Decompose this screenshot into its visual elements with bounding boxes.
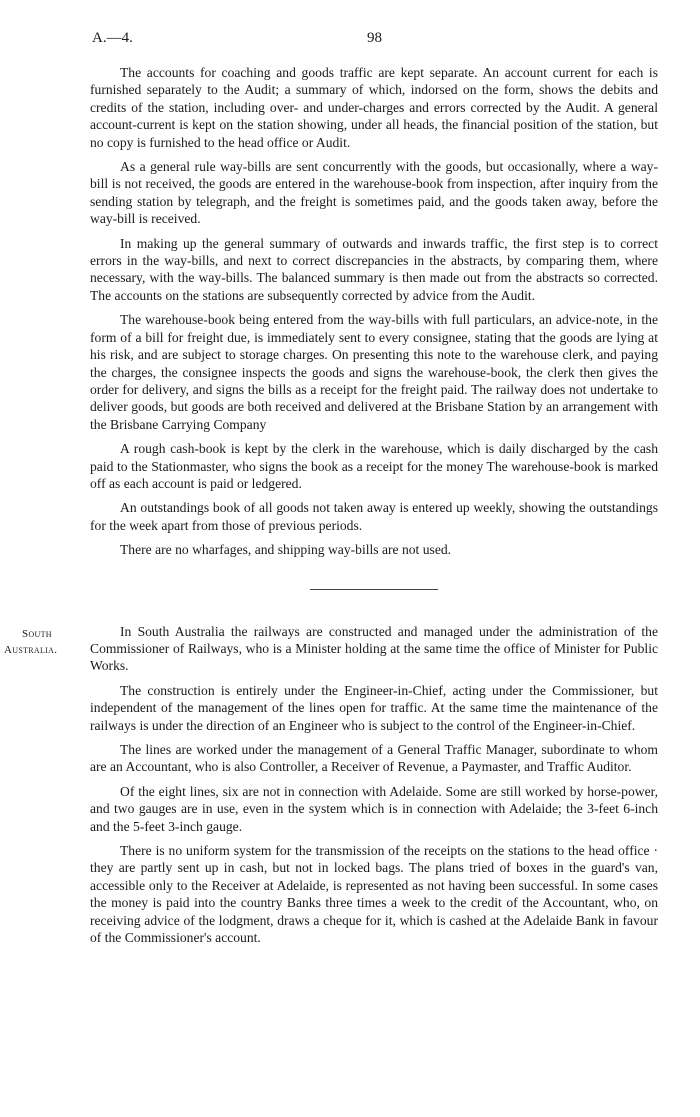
paragraph: The lines are worked under the management of a General Traffic Manager, subordinate to whom are an Accountant, who is also Controller, a Receiver of Revenue, a Paymaster, and Traffic Auditor. bbox=[90, 742, 658, 775]
paragraph: In South Australia the railways are constructed and managed under the administration of the Commissioner of Railways, who is a Minister holding at the same time the office of Minister for Public Works. bbox=[90, 623, 658, 674]
paragraph: As a general rule way-bills are sent concurrently with the goods, but occasionally, where a way-bill is not received, the goods are entered in the warehouse-book from inspection, after inquiry from the sending station by telegraph, and the freight is sometimes paid, and the goods taken away, before the way-bill is received. bbox=[90, 159, 658, 227]
paragraph: In making up the general summary of outwards and inwards traffic, the first step is to correct errors in the way-bills, and next to correct discrepancies in the abstracts, by comparing them, where necessary, with the way-bills. The balanced summary is then made out from the abstracts so corrected. The accounts on the stations are subsequently corrected by advice from the Audit. bbox=[90, 235, 658, 303]
south-australia-section bbox=[4, 623, 658, 947]
paragraph: The accounts for coaching and goods traffic are kept separate. An account current for each is furnished separately to the Audit; a summary of which, indorsed on the form, shows the debits and credits of the station, including over- and under-charges and errors corrected by the Audit. A general account-current is kept on the station showing, under all heads, the financial position of the station, but no copy is furnished to the head office or Audit. bbox=[90, 65, 658, 150]
paragraph: The warehouse-book being entered from the way-bills with full particulars, an advice-note, in the form of a bill for freight due, is immediately sent to every consignee, stating that the goods are lying at his risk, and are subject to storage charges. On presenting this note to the warehouse clerk, and paying the charges, the consignee inspects the goods and signs the warehouse-book, the clerk then gives the order for delivery, and signs the bills as a receipt for the freight paid. The railway does not undertake to deliver goods, but goods are both received and delivered at the Brisbane Station by an arrangement with the Brisbane Carrying Company bbox=[90, 312, 658, 432]
paragraph: The construction is entirely under the Engineer-in-Chief, acting under the Commissioner, but independent of the management of the lines open for traffic. At the same time the maintenance of the railways is under the direction of an Engineer who is subject to the control of the Engineer-in-Chief. bbox=[90, 682, 658, 733]
margin-note-line: South bbox=[22, 627, 52, 640]
paragraph: There is no uniform system for the transmission of the receipts on the stations to the head office · they are partly sent up in cash, but not in locked bags. The plans tried of boxes in the guard's van, accessible only to the Receiver at Adelaide, is represented as not having been successful. In some cases the money is paid into the country Banks three times a week to the credit of the Accountant, who, on receiving advice of the lodgment, draws a cheque for it, which is cashed at the Adelaide Bank in favour of the Commissioner's account. bbox=[90, 843, 658, 946]
document-reference: A.—4. bbox=[92, 30, 133, 46]
paragraph: An outstandings book of all goods not taken away is entered up weekly, showing the outstandings for the week apart from those of previous periods. bbox=[90, 500, 658, 533]
paragraph: There are no wharfages, and shipping way-bills are not used. bbox=[120, 542, 452, 558]
section-divider bbox=[310, 589, 438, 590]
page-body bbox=[4, 64, 658, 953]
page-header bbox=[92, 30, 612, 50]
margin-note bbox=[4, 626, 84, 658]
page-number: 98 bbox=[367, 30, 382, 46]
paragraph: Of the eight lines, six are not in connection with Adelaide. Some are still worked by horse-power, and two gauges are in use, even in the system which is in connection with Adelaide; the 3-feet 6-inch and the 5-feet 3-inch gauge. bbox=[90, 783, 658, 834]
paragraph: A rough cash-book is kept by the clerk in the warehouse, which is daily discharged by the cash paid to the Stationmaster, who signs the book as a receipt for the money The warehouse-book is marked off as each account is paid or ledgered. bbox=[90, 441, 658, 491]
margin-note-line: Australia. bbox=[4, 643, 58, 656]
